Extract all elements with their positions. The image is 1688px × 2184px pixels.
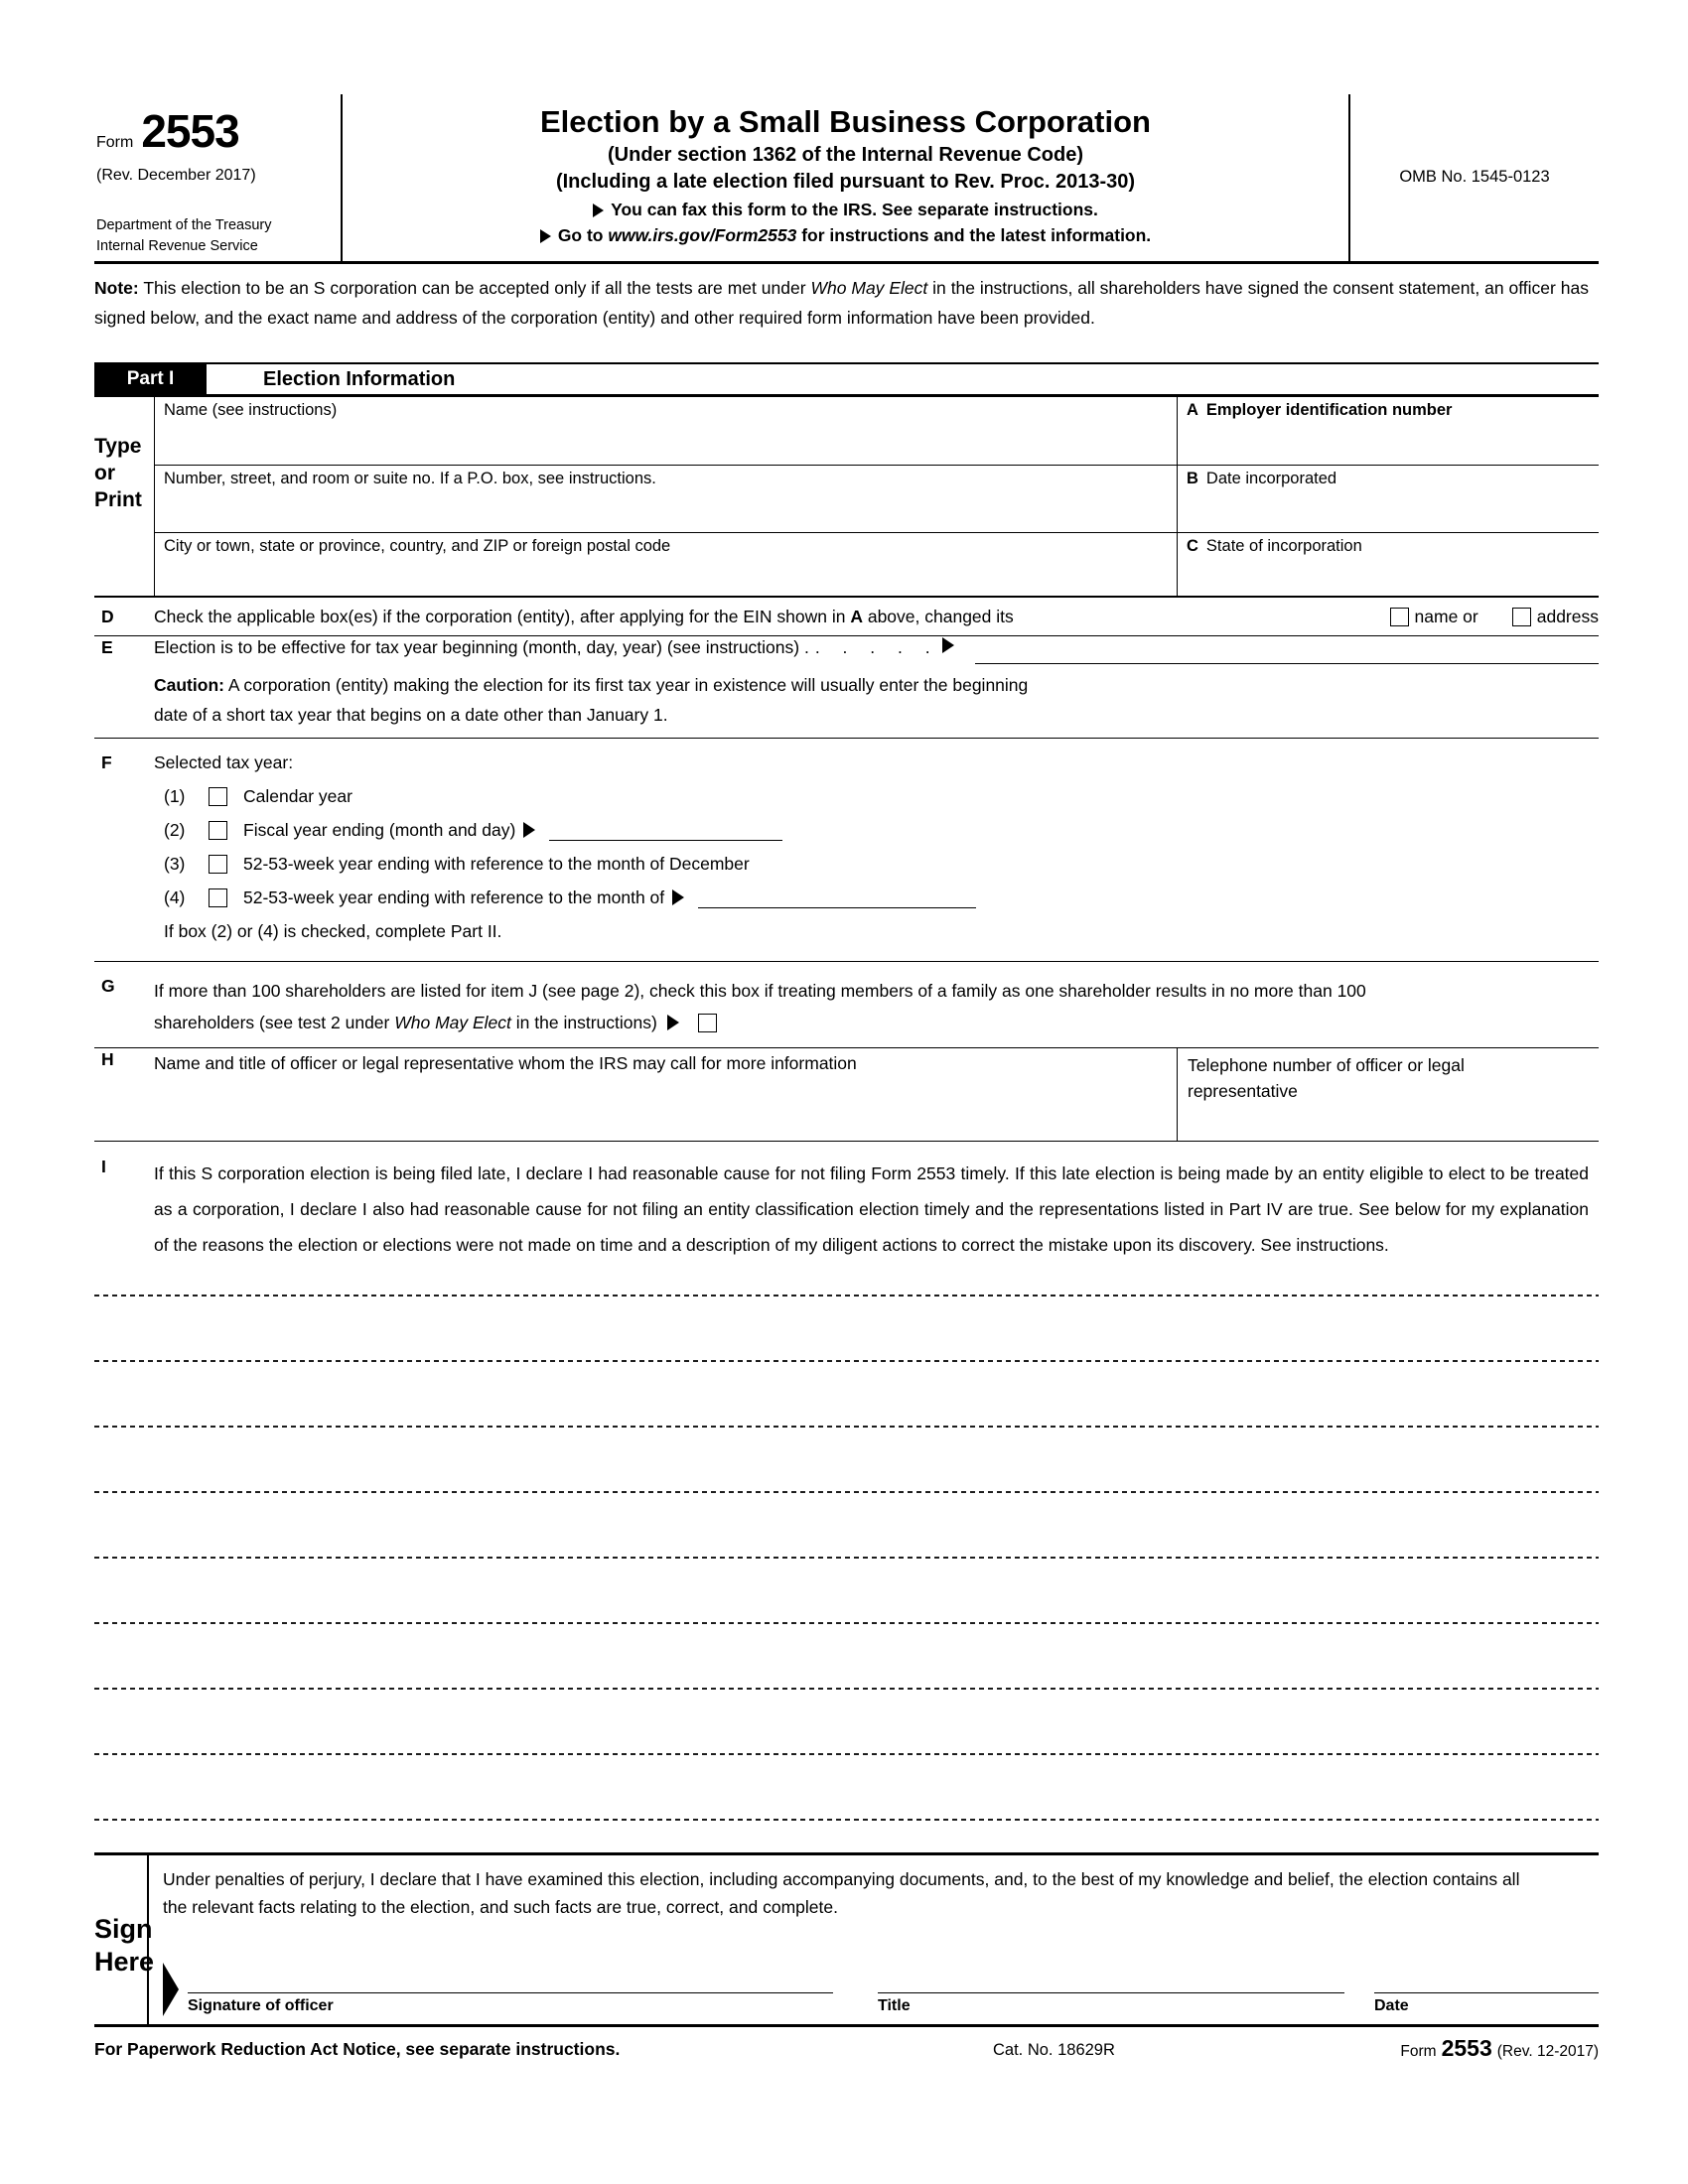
item-e-block (94, 636, 1599, 739)
item-d-row (94, 598, 1599, 636)
part1-title: Election Information (263, 368, 456, 390)
week52-53-december-checkbox[interactable] (209, 855, 227, 874)
date-label: Date (1374, 1997, 1409, 2014)
footer-form-id (1400, 2034, 1599, 2064)
right-arrow-icon (523, 822, 535, 838)
who-may-elect-italic: Who May Elect (394, 1013, 511, 1032)
item-e-text: Election is to be effective for tax year beginning (month, day, year) (see instructions) . (154, 637, 809, 657)
page-footer (94, 2034, 1599, 2068)
caution-text: A corporation (entity) making the election for its first tax year in existence will usually enter the beginning date of a short tax year that begins on a date other than January 1. (154, 675, 1029, 725)
footer-form-word: Form (1400, 2043, 1437, 2060)
week52-53-month-input-line[interactable] (698, 887, 976, 908)
state-incorporation-label: State of incorporation (1205, 537, 1362, 555)
goto-instruction (343, 224, 1348, 247)
ein-field[interactable] (1177, 397, 1599, 465)
name-field[interactable] (154, 397, 1177, 465)
right-arrow-icon (667, 1015, 679, 1030)
ruled-line[interactable] (94, 1557, 1599, 1559)
week52-53-other-checkbox[interactable] (209, 888, 227, 907)
street-field[interactable] (154, 465, 1177, 532)
note-label: Note: (94, 278, 139, 298)
item-a-letter: A (1187, 401, 1198, 419)
subtitle-2: (Including a late election filed pursuant to Rev. Proc. 2013-30) (555, 171, 1136, 194)
paperwork-notice: For Paperwork Reduction Act Notice, see separate instructions. (94, 2039, 621, 2059)
item-f-note (94, 914, 1599, 948)
fiscal-year-label: Fiscal year ending (month and day) (243, 819, 516, 840)
item-d-letter: D (101, 606, 114, 626)
goto-suffix: for instructions and the latest information. (796, 225, 1152, 246)
item-g-text-2: in the instructions) (510, 1013, 657, 1032)
date-group (1374, 1992, 1599, 2016)
late-election-declaration: If this S corporation election is being filed late, I declare I had reasonable cause for not filing Form 2553 timely. If this late election is being made by an entity eligible to elect to be treated as a corporation, I declare I also had reasonable cause for not filing an entity classification election timely and the representations listed in Part IV are true. See below for my explanation of the reasons the election or elections were not made on time and a description of my diligent actions to correct the mistake upon its discovery. See instructions. (154, 1163, 1589, 1255)
omb-number: OMB No. 1545-0123 (1399, 168, 1550, 187)
item-h-row (94, 1048, 1599, 1142)
officer-signature-label: Signature of officer (188, 1997, 334, 2014)
form-revision: (Rev. December 2017) (96, 166, 256, 184)
page-title: Election by a Small Business Corporation (540, 104, 1151, 139)
form-header (94, 94, 1599, 264)
agency-line1: Department of the Treasury (96, 216, 272, 233)
ruled-lines (94, 1295, 1599, 1821)
item-g-letter: G (101, 976, 115, 996)
part1-header (94, 362, 1599, 397)
agency-line2: Internal Revenue Service (96, 237, 258, 254)
item-g-block (94, 962, 1599, 1048)
type-or-print-label (94, 397, 154, 596)
officer-phone-field[interactable] (1177, 1048, 1599, 1141)
sign-here-label (94, 1855, 155, 2024)
tax-year-option-1 (94, 779, 1599, 813)
family-shareholder-checkbox[interactable] (698, 1014, 717, 1032)
right-arrow-icon (942, 637, 954, 653)
form-id-block (94, 94, 343, 261)
street-field-label: Number, street, and room or suite no. If a P.O. box, see instructions. (164, 470, 656, 487)
subtitle-1: (Under section 1362 of the Internal Revenue Code) (608, 144, 1083, 167)
form-word: Form (96, 134, 134, 151)
item-f-header (94, 746, 1599, 779)
fax-instruction (343, 199, 1348, 221)
effective-date-input-line[interactable] (975, 663, 1599, 664)
title-label: Title (878, 1997, 911, 2014)
right-arrow-icon (593, 204, 604, 217)
item-d-text-2: above, changed its (862, 606, 1014, 626)
right-arrow-icon (540, 229, 551, 243)
perjury-statement: Under penalties of perjury, I declare that I have examined this election, including accompanying documents, and, to the best of my knowledge and belief, the election contains all the relevant facts relating to the election, and such facts are true, correct, and complete. (163, 1869, 1520, 1917)
address-change-label: address (1536, 606, 1599, 626)
who-may-elect-italic: Who May Elect (810, 278, 928, 298)
week52-53-december-label: 52-53-week year ending with reference to the month of December (243, 853, 750, 874)
item-d-checkboxes (1390, 606, 1599, 628)
date-incorporated-field[interactable] (1177, 465, 1599, 532)
signature-area (149, 1855, 1599, 2024)
date-incorporated-label: Date incorporated (1205, 470, 1337, 487)
tax-year-option-4 (94, 881, 1599, 914)
ruled-line[interactable] (94, 1819, 1599, 1821)
item-e-letter: E (101, 637, 113, 657)
fiscal-year-checkbox[interactable] (209, 821, 227, 840)
fiscal-year-input-line[interactable] (549, 820, 782, 841)
option-number: (1) (164, 785, 186, 806)
ruled-line[interactable] (94, 1491, 1599, 1493)
item-f-block (94, 739, 1599, 962)
signature-arrow-icon (163, 1963, 179, 2016)
note-text-1: This election to be an S corporation can be accepted only if all the tests are met under (138, 278, 811, 298)
signature-row (163, 1963, 1599, 2016)
goto-prefix: Go to (557, 225, 609, 246)
catalog-number: Cat. No. 18629R (993, 2041, 1115, 2059)
tax-year-option-2 (94, 813, 1599, 847)
footer-revision: (Rev. 12-2017) (1496, 2043, 1599, 2060)
note-paragraph (94, 264, 1589, 362)
officer-name-label: Name and title of officer or legal representative whom the IRS may call for more information (154, 1053, 857, 1073)
type-label-line: Type (94, 435, 142, 458)
item-d-ref-a: A (850, 606, 863, 626)
option-number: (2) (164, 819, 186, 840)
item-g-text-1: If more than 100 shareholders are listed for item J (see page 2), check this box if treating members of a family as one shareholder results in no more than 100 shareholders (see test 2 under (154, 981, 1366, 1032)
name-field-label: Name (see instructions) (164, 401, 338, 419)
tax-year-option-3 (94, 847, 1599, 881)
ruled-line[interactable] (94, 1688, 1599, 1690)
dot-leaders: . . . . . (814, 637, 932, 657)
ruled-line[interactable] (94, 1753, 1599, 1755)
sign-here-section (94, 1852, 1599, 2027)
calendar-year-label: Calendar year (243, 785, 352, 806)
item-g-text (154, 975, 1455, 1038)
fax-instruction-text: You can fax this form to the IRS. See separate instructions. (611, 200, 1098, 220)
form-number: 2553 (141, 105, 239, 157)
sign-word: Sign (94, 1914, 153, 1944)
name-change-label: name or (1414, 606, 1478, 626)
officer-phone-label: Telephone number of officer or legal representative (1188, 1055, 1465, 1101)
here-word: Here (94, 1947, 155, 1977)
item-d-text (154, 606, 1014, 628)
note-text-2: in the instructions, all shareholders have signed the consent statement, an officer has signed below, and the exact name and address of the corporation (entity) and other required form information have been provided. (94, 278, 1589, 328)
officer-signature-group (188, 1992, 833, 2016)
week52-53-other-label: 52-53-week year ending with reference to the month of (243, 887, 665, 907)
option-number: (3) (164, 853, 186, 874)
item-h-letter: H (101, 1049, 114, 1069)
ein-field-label: Employer identification number (1205, 401, 1453, 419)
caution-paragraph (154, 670, 1048, 730)
ruled-line[interactable] (94, 1622, 1599, 1624)
officer-name-field[interactable] (154, 1048, 1177, 1141)
form-content (94, 94, 1599, 2068)
right-arrow-icon (672, 889, 684, 905)
state-incorporation-field[interactable] (1177, 532, 1599, 596)
item-c-letter: C (1187, 537, 1198, 555)
calendar-year-checkbox[interactable] (209, 787, 227, 806)
item-d-text-1: Check the applicable box(es) if the corporation (entity), after applying for the EIN shown in (154, 606, 851, 626)
type-label-line: Print (94, 488, 142, 511)
item-i-letter: I (101, 1157, 106, 1176)
form-number-row (96, 102, 331, 162)
city-field[interactable] (154, 532, 1177, 596)
city-field-label: City or town, state or province, country, and ZIP or foreign postal code (164, 537, 671, 555)
item-b-letter: B (1187, 470, 1198, 487)
omb-box (1348, 94, 1599, 261)
ruled-line[interactable] (94, 1426, 1599, 1428)
item-f-label: Selected tax year: (154, 751, 294, 772)
type-label-line: or (94, 462, 115, 484)
address-change-checkbox[interactable] (1512, 608, 1531, 626)
name-change-checkbox[interactable] (1390, 608, 1409, 626)
footer-form-number: 2553 (1441, 2035, 1492, 2061)
form-title-block (343, 94, 1348, 261)
irs-url-link[interactable]: www.irs.gov/Form2553 (608, 225, 797, 246)
type-print-section (94, 397, 1599, 598)
caution-label: Caution: (154, 675, 224, 695)
item-i-block (94, 1142, 1599, 1263)
item-f-note-text: If box (2) or (4) is checked, complete Part II. (164, 920, 502, 941)
title-group (878, 1992, 1344, 2016)
item-f-letter: F (101, 751, 112, 772)
item-e-row (94, 636, 1599, 670)
part1-chip: Part I (94, 364, 207, 394)
agency-block (96, 215, 331, 257)
ruled-line[interactable] (94, 1360, 1599, 1362)
ruled-line[interactable] (94, 1295, 1599, 1297)
option-number: (4) (164, 887, 186, 907)
